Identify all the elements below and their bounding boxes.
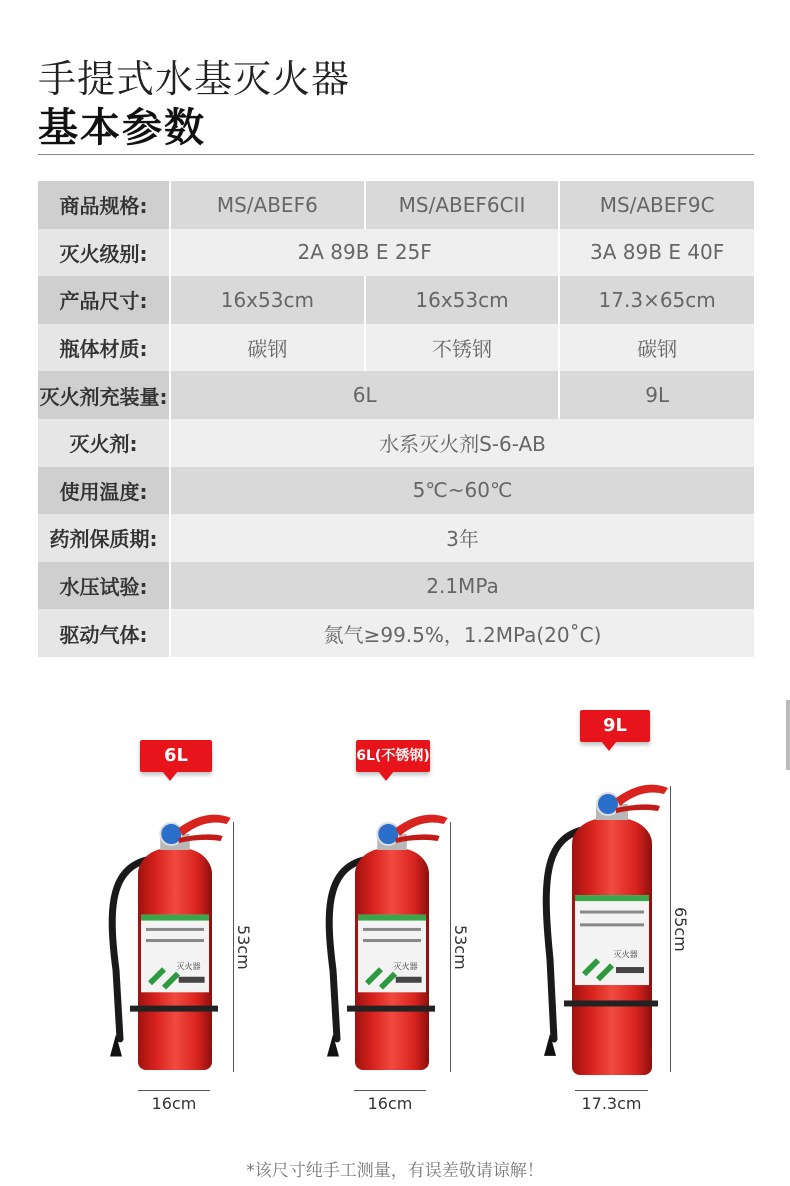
spec-label: 灭火级别: (38, 229, 170, 277)
width-label: 17.3cm (581, 1094, 642, 1113)
spec-value: 碳钢 (559, 324, 754, 372)
spec-row (38, 467, 754, 515)
spec-row (38, 324, 754, 372)
height-label: 53cm (451, 925, 470, 970)
spec-value: 水系灭火剂S-6-AB (170, 419, 754, 467)
cylinder-label-text: 灭火器 (393, 962, 418, 972)
spec-row (38, 229, 754, 277)
title-divider (38, 154, 754, 155)
spec-value: 3年 (170, 514, 754, 562)
spec-label: 灭火剂充装量: (38, 371, 170, 419)
spec-value: 9L (559, 371, 754, 419)
spec-row (38, 514, 754, 562)
spec-row (38, 276, 754, 324)
spec-value: 2A 89B E 25F (170, 229, 559, 277)
fire-extinguisher-image (297, 780, 467, 1080)
page-title-line2: 基本参数 (38, 105, 206, 151)
spec-value: 不锈钢 (365, 324, 560, 372)
capacity-tag: 6L(不锈钢) (356, 740, 430, 772)
fire-extinguisher-image (80, 780, 250, 1080)
spec-label: 瓶体材质: (38, 324, 170, 372)
spec-row (38, 562, 754, 610)
height-label: 65cm (671, 907, 690, 952)
page-title-line1: 手提式水基灭火器 (38, 57, 351, 101)
spec-value: 6L (170, 371, 559, 419)
spec-label: 灭火剂: (38, 419, 170, 467)
spec-label: 产品尺寸: (38, 276, 170, 324)
measurement-note: *该尺寸纯手工测量，有误差敬请谅解！ (246, 1161, 544, 1181)
spec-table (38, 181, 754, 657)
spec-value: 17.3×65cm (559, 276, 754, 324)
fire-extinguisher-image (517, 750, 687, 1085)
spec-value: 5℃~60℃ (170, 467, 754, 515)
spec-row (38, 371, 754, 419)
spec-row (38, 609, 754, 657)
height-label: 53cm (234, 925, 253, 970)
width-dimension-line (138, 1090, 210, 1091)
spec-value: MS/ABEF9C (559, 181, 754, 229)
scroll-edge (786, 700, 790, 770)
spec-label: 驱动气体: (38, 609, 170, 657)
spec-value: 氮气≥99.5%，1.2MPa(20˚C) (170, 609, 754, 657)
spec-value: 3A 89B E 40F (559, 229, 754, 277)
spec-value: 碳钢 (170, 324, 365, 372)
spec-value: MS/ABEF6CII (365, 181, 560, 229)
spec-row (38, 419, 754, 467)
spec-label: 商品规格: (38, 181, 170, 229)
spec-row (38, 181, 754, 229)
spec-label: 水压试验: (38, 562, 170, 610)
width-label: 16cm (367, 1094, 413, 1113)
capacity-tag: 6L (140, 740, 212, 772)
spec-label: 使用温度: (38, 467, 170, 515)
cylinder-label-text: 灭火器 (176, 962, 201, 972)
spec-label: 药剂保质期: (38, 514, 170, 562)
spec-value: 2.1MPa (170, 562, 754, 610)
spec-value: 16x53cm (365, 276, 560, 324)
spec-value: MS/ABEF6 (170, 181, 365, 229)
capacity-tag: 9L (580, 710, 650, 742)
width-label: 16cm (151, 1094, 197, 1113)
cylinder-label-text: 灭火器 (613, 950, 638, 960)
width-dimension-line (575, 1090, 648, 1091)
width-dimension-line (354, 1090, 426, 1091)
spec-value: 16x53cm (170, 276, 365, 324)
